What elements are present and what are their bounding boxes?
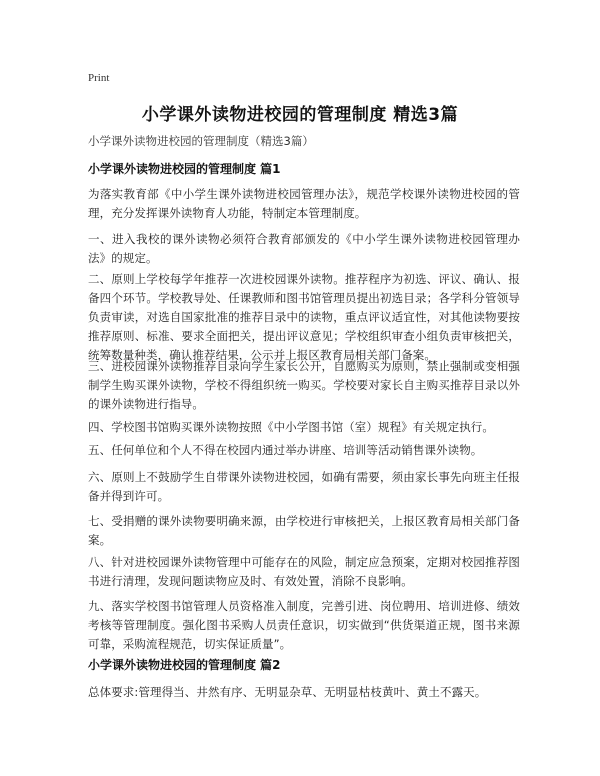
section-heading-2: 小学课外读物进校园的管理制度 篇2 xyxy=(88,658,281,672)
document-title: 小学课外读物进校园的管理制度 精选3篇 xyxy=(141,105,459,125)
paragraph: 九、落实学校图书馆管理人员资格准入制度，完善引进、岗位聘用、培训进修、绩效考核等管理制度。强化图书采购人员责任意识，切实做到“供货渠道正规，图书来源可靠，采购流程规范，切实保证质量”。 xyxy=(88,599,520,651)
print-link[interactable]: Print xyxy=(88,72,110,84)
paragraph: 七、受捐赠的课外读物要明确来源，由学校进行审核把关，上报区教育局相关部门备案。 xyxy=(88,514,520,547)
paragraph: 八、针对进校园课外读物管理中可能存在的风险，制定应急预案，定期对校园推荐图书进行清理，发现问题读物应及时、有效处置，消除不良影响。 xyxy=(88,555,520,588)
paragraph: 二、原则上学校每学年推荐一次进校园课外读物。推荐程序为初选、评议、确认、报备四个环节。学校教导处、任课教师和图书馆管理员提出初选目录；各学科分管领导负责审读，对选自国家批准的推荐目录中的读物，重点评议适宜性，对其他读物要按推荐原则、标准、要求全面把关，提出评议意见；学校组织审查小组负责审核把关，统筹数量种类，确认推荐结果，公示并上报区教育局相关部门备案。 xyxy=(88,272,520,362)
paragraph: 六、原则上不鼓励学生自带课外读物进校园，如确有需要，须由家长事先向班主任报备并得到许可。 xyxy=(88,470,520,503)
paragraph: 为落实教育部《中小学生课外读物进校园管理办法》，规范学校课外读物进校园的管理，充分发挥课外读物育人功能，特制定本管理制度。 xyxy=(88,187,520,220)
paragraph: 总体要求:管理得当、井然有序、无明显杂草、无明显枯枝黄叶、黄土不露天。 xyxy=(88,685,487,699)
section-heading-1: 小学课外读物进校园的管理制度 篇1 xyxy=(88,162,281,176)
paragraph: 四、学校图书馆购买课外读物按照《中小学图书馆（室）规程》有关规定执行。 xyxy=(88,420,494,434)
paragraph: 三、进校园课外读物推荐目录向学生家长公开，自愿购买为原则，禁止强制或变相强制学生购买课外读物，学校不得组织统一购买。学校要对家长自主购买推荐目录以外的课外读物进行指导。 xyxy=(88,359,520,411)
paragraph: 一、进入我校的课外读物必须符合教育部颁发的《中小学生课外读物进校园管理办法》的规定。 xyxy=(88,232,520,265)
paragraph: 五、任何单位和个人不得在校园内通过举办讲座、培训等活动销售课外读物。 xyxy=(88,443,483,457)
document-subtitle: 小学课外读物进校园的管理制度（精选3篇） xyxy=(88,134,314,148)
